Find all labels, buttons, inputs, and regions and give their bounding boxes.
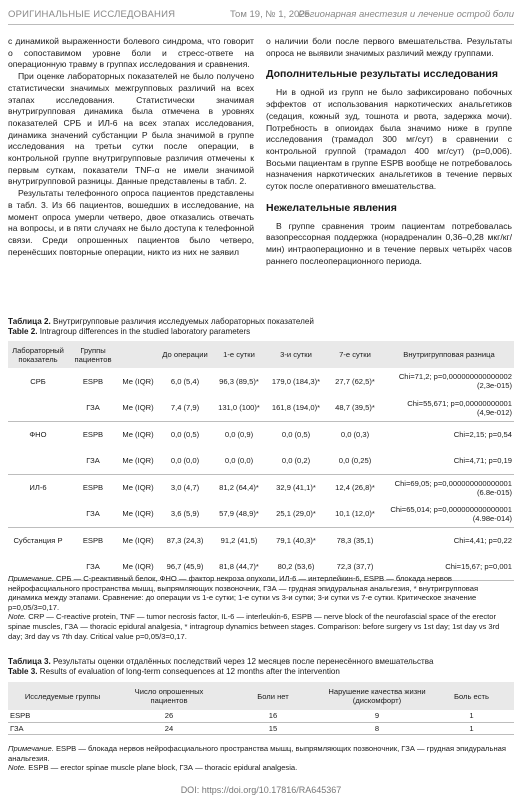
- col-header: 3-и сутки: [266, 341, 326, 368]
- table-cell: 24: [164, 723, 174, 733]
- value-cell: 0,0 (0,0): [224, 456, 254, 465]
- stat-cell: Me (IQR): [122, 376, 154, 386]
- value-cell: 27,7 (62,5)*: [335, 376, 375, 386]
- table-row: [8, 722, 514, 734]
- indicator-cell: [8, 501, 68, 528]
- difference-cell: [384, 474, 514, 501]
- paragraph: Ни в одной из групп не было зафиксировано побочных эффектов от использования наркотических анальгетиков (седация, кожный зуд, тошнота и рвота, задержка мочи). Потребность в опиоидах была значимо ниже в группе исследования (трамадол 300 мг/сут) в сравнении с контрольной группой (трамадол 400 мг/сут) (p=0,006). Восьми пациентам в группе ESPB вообще не потребовалось назначения наркотических анальгетиков в течение первых суток после оперативного вмешательства.: [266, 87, 512, 192]
- difference-value: Chi=71,2; p=0,000000000000002: [398, 372, 512, 382]
- difference-cell: [384, 527, 514, 554]
- value-cell: 25,1 (29,0)*: [276, 509, 316, 518]
- group-cell: ГЗА: [86, 562, 100, 571]
- difference-value: Chi=69,05; p=0,000000000000001: [394, 478, 512, 488]
- value-cell: 0,0 (0,3): [340, 430, 370, 439]
- table-row: [8, 474, 514, 501]
- indicator-cell: ИЛ-6: [29, 483, 47, 492]
- indicator-cell: Субстанция P: [13, 536, 63, 545]
- difference-value: Chi=4,71; p=0,19: [453, 456, 512, 465]
- group-cell: ГЗА: [86, 509, 100, 518]
- paragraph: о наличии боли после первого вмешательства. Результаты опроса не выявили значимых различий между группами.: [266, 36, 512, 58]
- table2-caption: Таблица 2. Внутригрупповые различия исследуемых лабораторных показателей Table 2. Intragroup differences in the studied laboratory parameters: [8, 317, 314, 336]
- difference-value: Chi=2,15; p=0,54: [453, 430, 512, 439]
- stat-cell: Me (IQR): [122, 430, 154, 439]
- table-cell: 8: [374, 723, 380, 733]
- doi-footer: DOI: https://doi.org/10.17816/RA645367: [180, 785, 342, 795]
- col-header: Боль есть: [429, 682, 514, 710]
- table-cell: 15: [268, 723, 278, 733]
- value-cell: 7,4 (7,9): [170, 403, 200, 412]
- table3-note: Примечание. ESPB — блокада нервов нейрофасциального пространства мышц, выпрямляющих позвоночник, ГЗА — грудная эпидуральная анальгезия. Note. ESPB — erector spinae muscle plane block, ГЗА — thoracic epidural analgesia.: [8, 744, 506, 773]
- value-cell: 179,0 (184,3)*: [271, 376, 321, 386]
- stat-cell: Me (IQR): [122, 403, 154, 412]
- table-row: [8, 368, 514, 395]
- table-row: [8, 421, 514, 448]
- stat-cell: Me (IQR): [122, 509, 154, 518]
- table-cell: 16: [268, 711, 278, 721]
- value-cell: 6,0 (5,4): [170, 376, 200, 386]
- volume-label: Том 19, № 1, 2025: [230, 9, 310, 20]
- table-row: [8, 448, 514, 475]
- paragraph: В группе сравнения троим пациентам потребовалась вазопрессорная поддержка (норадреналин 0,36–0,28 мкг/кг/мин) интраоперационно и в течение первых четырёх часов раннего послеоперационного периода.: [266, 220, 512, 266]
- difference-cell: [384, 501, 514, 528]
- difference-value: Chi=55,671; p=0,00000000001: [407, 398, 512, 408]
- col-header: Внутригрупповая разница: [384, 341, 514, 368]
- value-cell: 3,0 (4,7): [170, 483, 200, 492]
- page-header: [0, 0, 522, 28]
- journal-title: Регионарная анестезия и лечение острой боли: [298, 9, 514, 20]
- stat-cell: Me (IQR): [122, 456, 154, 465]
- difference-value: Chi=15,67; p=0,001: [445, 562, 512, 571]
- indicator-cell: СРБ: [30, 376, 46, 386]
- value-cell: 79,1 (40,3)*: [276, 536, 316, 545]
- value-cell: 0,0 (0,2): [281, 456, 311, 465]
- difference-cell: [384, 368, 514, 395]
- col-header: Боли нет: [221, 682, 325, 710]
- table-cell: ESPB: [10, 711, 31, 721]
- value-cell: 96,3 (89,5)*: [219, 376, 259, 386]
- value-cell: 96,7 (45,9): [166, 562, 204, 571]
- table-row: [8, 395, 514, 422]
- indicator-cell: ФНО: [29, 430, 47, 439]
- group-cell: ESPB: [82, 430, 104, 439]
- right-column: [266, 36, 512, 268]
- col-header: Группы пациентов: [68, 341, 118, 368]
- section-label: ОРИГИНАЛЬНЫЕ ИССЛЕДОВАНИЯ: [8, 9, 176, 20]
- difference-value: (6.8e-015): [476, 487, 512, 497]
- value-cell: 81,8 (44,7)*: [219, 562, 259, 571]
- value-cell: 12,4 (26,8)*: [335, 483, 375, 492]
- difference-cell: [384, 421, 514, 448]
- col-header: Исследуемые группы: [8, 682, 117, 710]
- indicator-cell: [8, 448, 68, 475]
- header-rule: [8, 24, 514, 25]
- difference-value: (4.98e-014): [472, 513, 512, 523]
- paragraph: Результаты телефонного опроса пациентов представлены в табл. 3. Из 66 пациентов, вошедших в исследование, на момент опроса умерли четверо, двое отказались отвечать на вопросы, и в пяти случаях не было доступа к телефонной связи. Среди опрошенных пациентов было четверо, перенёсших повторные операции, никто из них не заявил: [8, 188, 254, 257]
- value-cell: 0,0 (0,0): [170, 456, 200, 465]
- table-cell: 1: [469, 711, 474, 721]
- value-cell: 0,0 (0,25): [338, 456, 372, 465]
- group-cell: ESPB: [82, 536, 104, 545]
- table-cell: 26: [164, 711, 174, 721]
- value-cell: 10,1 (12,0)*: [335, 509, 375, 518]
- paragraph: При оценке лабораторных показателей не было получено статистически значимых межгрупповых различий на всех этапах исследования. Статистически значимая внутригрупповая динамика была отмечена в уровнях показателей СРБ и ИЛ-6 на всех этапах исследования, динамика значений субстанции Р была значимой в группе исследования на третьи сутки после операции, в контрольной группе внутригрупповые различия отмечены к первым суткам, показатели TNF-α не имели значимой внутригрупповой разницы. Данные представлены в табл. 2.: [8, 71, 254, 187]
- col-header: Нарушение качества жизни (дискомфорт): [325, 682, 429, 710]
- table-cell: ГЗА: [10, 723, 24, 733]
- group-cell: ГЗА: [86, 456, 100, 465]
- difference-cell: [384, 448, 514, 475]
- indicator-cell: [8, 395, 68, 422]
- difference-value: Chi=4,41; p=0,22: [453, 536, 512, 545]
- paragraph: с динамикой выраженности болевого синдрома, что говорит о сопоставимом уровне боли и стресс-ответе на операционную травму в группах исследования и сравнения.: [8, 36, 254, 70]
- group-cell: ГЗА: [86, 403, 100, 412]
- value-cell: 0,0 (0,9): [224, 430, 254, 439]
- difference-value: Chi=65,014; p=0,000000000000001: [390, 504, 512, 514]
- value-cell: 32,9 (41,1)*: [276, 483, 316, 492]
- col-header: Число опрошенных пациентов: [117, 682, 221, 710]
- stat-cell: Me (IQR): [122, 483, 154, 492]
- table2-note: Примечание. СРБ — С-реактивный белок, ФНО — фактор некроза опухоли, ИЛ-6 — интерлейкин-6, ESPB — блокада нервов нейрофасциального пространства мышц, выпрямляющих позвоночник, ГЗА — грудная эпидуральная анальгезия, * внутригрупповая динамика между этапами. Сравнение: до операции vs 1-е сутки; 1-е сутки vs 3-и сутки; 3-и сутки vs 7-е сутки. Критическое значение p=0,05/3=0,17. Note. CRP — C-reactive protein, TNF — tumor necrosis factor, IL-6 — interleukin-6, ESPB — nerve block of the neurofascial space of the erector spinae muscles, ГЗА — thoracic epidural analgesia, * intragroup dynamics between stages. Comparison: before surgery vs 1st day; 1st day vs 3rd day; 3rd day vs 7th day. Critical value p=0,05/3=0,17.: [8, 574, 500, 641]
- table-row: [8, 501, 514, 528]
- col-header: [118, 341, 158, 368]
- section-heading: Дополнительные результаты исследования: [266, 68, 498, 81]
- left-column: [8, 36, 254, 258]
- value-cell: 48,7 (39,5)*: [335, 403, 375, 412]
- value-cell: 91,2 (41,5): [220, 536, 258, 545]
- table3: [8, 682, 514, 735]
- difference-cell: [384, 395, 514, 422]
- value-cell: 161,8 (194,0)*: [271, 403, 321, 412]
- difference-value: (4,9e-012): [476, 407, 512, 417]
- table-cell: 1: [469, 723, 474, 733]
- table3-caption: Таблица 3. Результаты оценки отдалённых последствий через 12 месяцев после перенесённого вмешательства Table 3. Results of evaluation of long-term consequences at 12 months after the intervention: [8, 657, 434, 676]
- col-header: До операции: [158, 341, 212, 368]
- value-cell: 131,0 (100)*: [218, 403, 260, 412]
- value-cell: 0,0 (0,5): [170, 430, 200, 439]
- difference-value: (2,3e-015): [476, 381, 512, 391]
- value-cell: 57,9 (48,9)*: [219, 509, 259, 518]
- value-cell: 87,3 (24,3): [166, 536, 204, 545]
- col-header: Лабораторный показатель: [8, 341, 68, 368]
- section-heading: Нежелательные явления: [266, 201, 397, 214]
- value-cell: 80,2 (53,6): [277, 562, 315, 571]
- table-cell: 9: [374, 711, 380, 721]
- table2: [8, 341, 514, 581]
- value-cell: 81,2 (64,4)*: [219, 483, 259, 492]
- value-cell: 0,0 (0,5): [281, 430, 311, 439]
- value-cell: 78,3 (35,1): [336, 536, 374, 545]
- value-cell: 3,6 (5,9): [170, 509, 200, 518]
- value-cell: 72,3 (37,7): [336, 562, 374, 571]
- table-row: [8, 710, 514, 722]
- group-cell: ESPB: [82, 483, 104, 492]
- col-header: 1-е сутки: [212, 341, 266, 368]
- group-cell: ESPB: [82, 376, 104, 386]
- stat-cell: Me (IQR): [122, 536, 154, 545]
- col-header: 7-е сутки: [326, 341, 384, 368]
- stat-cell: Me (IQR): [122, 562, 154, 571]
- table-row: [8, 527, 514, 554]
